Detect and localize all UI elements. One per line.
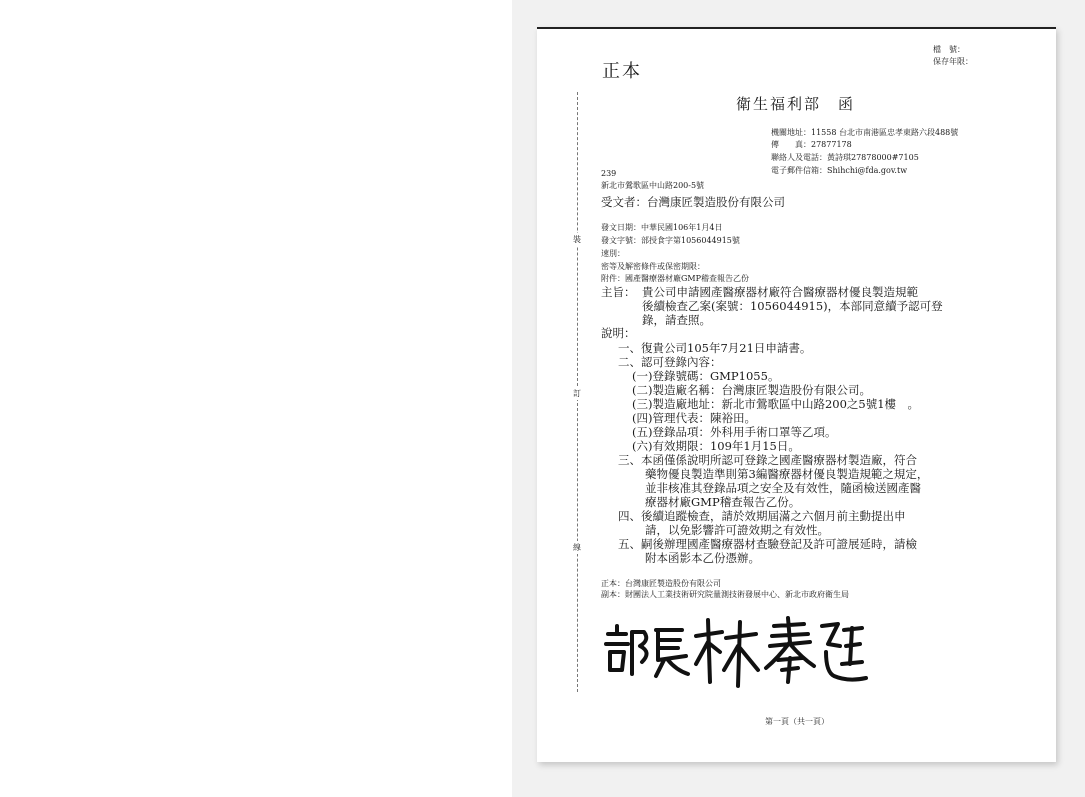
explanation-item: 一、復貴公司105年7月21日申請書。 — [618, 341, 812, 355]
file-number-label: 檔 號： — [933, 45, 965, 54]
speed: 速別： — [601, 249, 625, 258]
explanation-label: 說明： — [601, 326, 636, 340]
explanation-item-continued: 藥物優良製造準則第3編醫療器材優良製造規範之規定， — [645, 467, 929, 481]
attachment: 附件：國產醫療器材廠GMP稽查報告乙份 — [601, 274, 749, 283]
security-level: 密等及解密條件或保密期限： — [601, 262, 705, 271]
agency-fax: 傳 真：27877178 — [771, 140, 852, 149]
explanation-subitem: (二)製造廠名稱：台灣康匠製造股份有限公司。 — [632, 383, 871, 397]
agency-title: 衛生福利部 函 — [736, 95, 856, 113]
copy-recipients: 副本：財團法人工業技術研究院量測技術發展中心、新北市政府衛生局 — [601, 590, 849, 599]
explanation-subitem: (五)登錄品項：外科用手術口罩等乙項。 — [632, 425, 837, 439]
original-recipient: 正本：台灣康匠製造股份有限公司 — [601, 579, 721, 588]
explanation-subitem: (四)管理代表：陳裕田。 — [632, 411, 756, 425]
agency-contact: 聯絡人及電話：黃詩琪27878000#7105 — [771, 153, 919, 162]
explanation-subitem: (三)製造廠地址：新北市鶯歌區中山路200之5號1樓 。 — [632, 397, 920, 411]
subject-line: 錄，請查照。 — [642, 313, 711, 327]
recipient-address: 新北市鶯歌區中山路200-5號 — [601, 181, 705, 190]
explanation-subitem: (一)登錄號碼：GMP1055。 — [632, 369, 780, 383]
minister-signature — [598, 612, 868, 690]
copy-type: 正本 — [602, 61, 642, 82]
binding-mark-zhuang: 裝 — [573, 235, 581, 244]
explanation-item: 五、嗣後辦理國產醫療器材查驗登記及許可證展延時，請檢 — [618, 537, 917, 551]
subject-label: 主旨： — [601, 285, 636, 299]
recipient-postal: 239 — [601, 169, 617, 178]
subject-line: 貴公司申請國產醫療器材廠符合醫療器材優良製造規範 — [642, 285, 918, 299]
page-number: 第一頁（共一頁） — [765, 717, 829, 726]
explanation-item-continued: 療器材廠GMP稽查報告乙份。 — [645, 495, 801, 509]
agency-address: 機關地址：11558 台北市南港區忠孝東路六段488號 — [771, 128, 959, 137]
explanation-item: 四、後續追蹤檢查，請於效期屆滿之六個月前主動提出申 — [618, 509, 906, 523]
explanation-subitem: (六)有效期限：109年1月15日。 — [632, 439, 800, 453]
agency-email: 電子郵件信箱：Shihchi@fda.gov.tw — [771, 166, 908, 175]
issue-date: 發文日期：中華民國106年1月4日 — [601, 223, 723, 232]
subject-line: 後續檢查乙案(案號：1056044915)，本部同意續予認可登 — [642, 299, 943, 313]
recipient-name: 受文者：台灣康匠製造股份有限公司 — [601, 195, 785, 209]
binding-mark-ding: 訂 — [573, 389, 581, 398]
explanation-item-continued: 並非核准其登錄品項之安全及有效性，隨函檢送國產醫 — [645, 481, 921, 495]
explanation-item-continued: 附本函影本乙份憑辦。 — [645, 551, 760, 565]
issue-number: 發文字號：部授食字第1056044915號 — [601, 236, 740, 245]
explanation-item-continued: 請，以免影響許可證效期之有效性。 — [645, 523, 829, 537]
explanation-item: 二、認可登錄內容： — [618, 355, 722, 369]
retention-label: 保存年限： — [933, 57, 973, 66]
binding-mark-xian: 線 — [573, 543, 581, 552]
explanation-item: 三、本函僅係說明所認可登錄之國產醫療器材製造廠，符合 — [618, 453, 917, 467]
